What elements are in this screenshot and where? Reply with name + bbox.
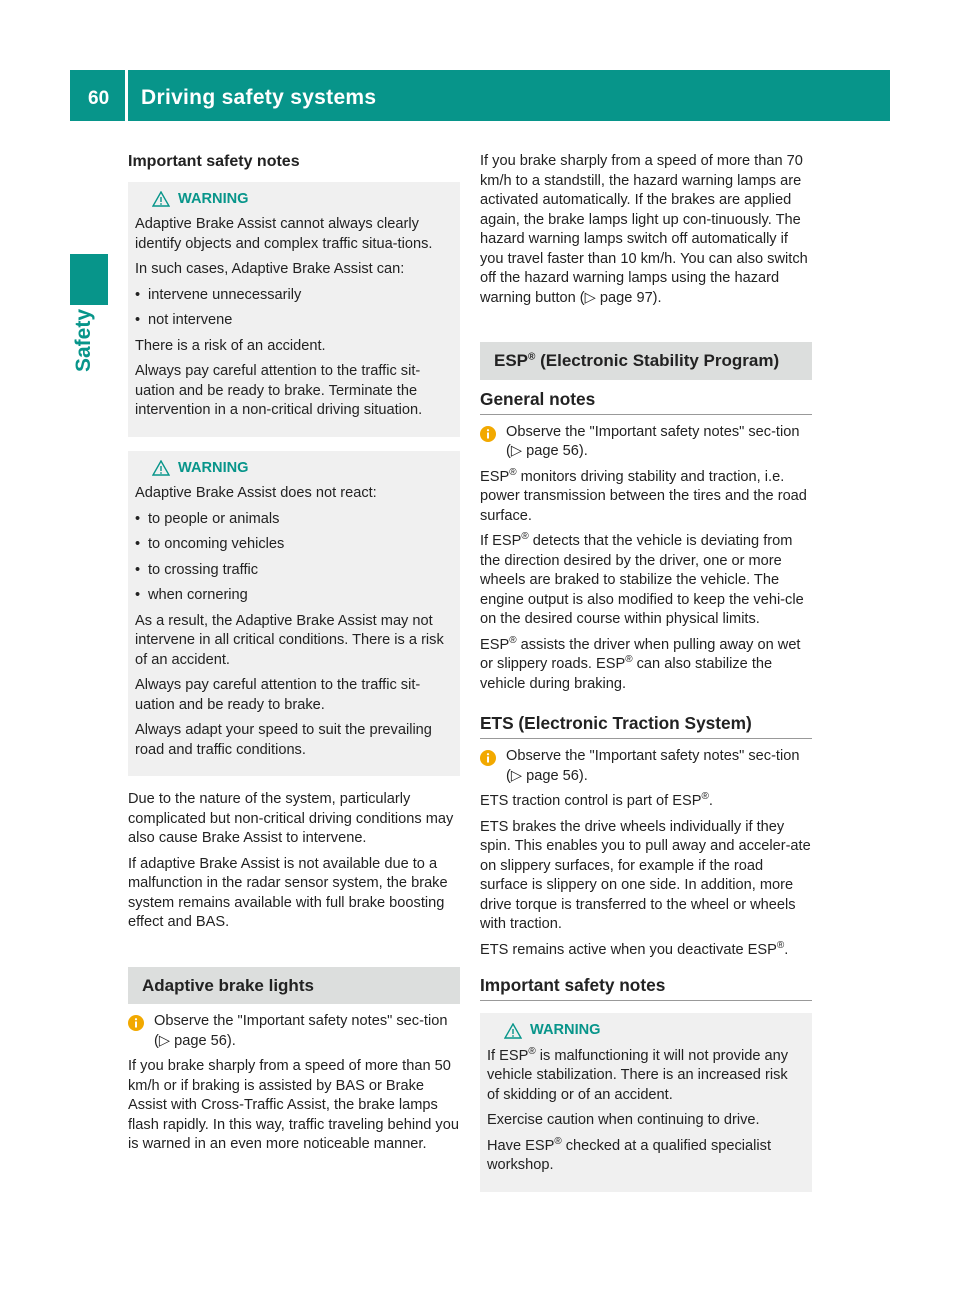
- info-note: Observe the "Important safety notes" sec-tion (▷ page 56).: [128, 1012, 460, 1051]
- warning-triangle-icon: [152, 460, 170, 476]
- header-divider: [125, 70, 128, 121]
- subsection-heading: ETS (Electronic Traction System): [480, 712, 812, 739]
- info-note: Observe the "Important safety notes" sec-tion (▷ page 56).: [480, 747, 812, 786]
- body-paragraph: ESP® assists the driver when pulling away on wet or slippery roads. ESP® can also stabilize the vehicle during braking.: [480, 634, 801, 692]
- warning-text: Always pay careful attention to the traffic sit-uation and be ready to brake. Terminate the intervention in a non-critical driving situation.: [135, 363, 423, 418]
- warning-box: [128, 182, 460, 437]
- body-paragraph: ETS traction control is part of ESP®.: [480, 791, 713, 809]
- section-band: ESP® (Electronic Stability Program): [480, 342, 812, 380]
- bullet-item: • not intervene: [135, 312, 233, 328]
- info-icon: [128, 1015, 144, 1031]
- warning-text: In such cases, Adaptive Brake Assist can:: [135, 261, 405, 277]
- body-paragraph: Due to the nature of the system, particularly complicated but non-critical driving conditions may also cause Brake Assist to intervene.: [128, 791, 454, 846]
- warning-title: WARNING: [487, 1021, 802, 1041]
- warning-text: Always adapt your speed to suit the prevailing road and traffic conditions.: [135, 722, 432, 758]
- side-section-label: Safety: [72, 308, 95, 372]
- body-paragraph: ETS brakes the drive wheels individually if they spin. This enables you to pull away and acceler-ate on slippery surfaces, for example if the road surface is slippery on one side. In addition, more drive torque is transferred to the wheel or wheels with traction.: [480, 818, 811, 932]
- warning-text: Adaptive Brake Assist cannot always clearly identify objects and complex traffic situa-tions.: [135, 216, 433, 252]
- left-column: [128, 152, 460, 1161]
- subsection-heading: General notes: [480, 388, 812, 415]
- warning-text: There is a risk of an accident.: [135, 337, 326, 354]
- warning-title: WARNING: [135, 459, 450, 479]
- body-paragraph: If adaptive Brake Assist is not available due to a malfunction in the radar sensor system, the brake system remains available with full brake boosting effect and BAS.: [128, 855, 448, 930]
- page-title: Driving safety systems: [141, 86, 377, 109]
- subsection-heading: Important safety notes: [480, 974, 812, 1001]
- warning-title: WARNING: [135, 190, 450, 210]
- body-paragraph: If you brake sharply from a speed of more than 70 km/h to a standstill, the hazard warning lamps are activated automatically. If the brakes are applied again, the brake lamps light up con-tinuously. The hazard warning lamps switch off automatically if you travel faster than 10 km/h. You can also switch off the hazard warning lamps using the hazard warning button (▷ page 97).: [480, 153, 808, 306]
- bullet-item: • to oncoming vehicles: [135, 536, 285, 552]
- section-heading: Important safety notes: [128, 153, 300, 170]
- right-column: [480, 152, 812, 1206]
- warning-box: [128, 451, 460, 777]
- body-paragraph: ESP® monitors driving stability and traction, i.e. power transmission between the tires and the road surface.: [480, 466, 807, 524]
- info-icon: [480, 426, 496, 442]
- warning-text: Adaptive Brake Assist does not react:: [135, 485, 377, 501]
- warning-triangle-icon: [152, 191, 170, 207]
- warning-text: Exercise caution when continuing to drive.: [487, 1112, 760, 1128]
- bullet-item: • when cornering: [135, 587, 248, 603]
- bullet-item: • intervene unnecessarily: [135, 286, 302, 303]
- bullet-item: • to crossing traffic: [135, 561, 259, 578]
- warning-text: Have ESP® checked at a qualified specialist workshop.: [487, 1135, 772, 1173]
- warning-triangle-icon: [504, 1023, 522, 1039]
- body-paragraph: If you brake sharply from a speed of more than 50 km/h or if braking is assisted by BAS or Brake Assist with Cross-Traffic Assist, the brake lamps flash rapidly. In this way, traffic traveling behind you is warned in an even more noticeable manner.: [128, 1058, 459, 1152]
- warning-text: Always pay careful attention to the traffic sit-uation and be ready to brake.: [135, 677, 421, 713]
- warning-text: As a result, the Adaptive Brake Assist may not intervene in all critical conditions. There is a risk of an accident.: [135, 612, 444, 668]
- info-note: Observe the "Important safety notes" sec-tion (▷ page 56).: [480, 423, 812, 462]
- section-band: Adaptive brake lights: [128, 967, 460, 1005]
- bullet-item: • to people or animals: [135, 510, 280, 527]
- page-number: 60: [88, 88, 110, 109]
- body-paragraph: ETS remains active when you deactivate ESP®.: [480, 939, 789, 958]
- side-tab-block: [70, 254, 108, 305]
- warning-text: If ESP® is malfunctioning it will not provide any vehicle stabilization. There is an increased risk of skidding or of an accident.: [487, 1045, 789, 1103]
- body-paragraph: If ESP® detects that the vehicle is deviating from the direction desired by the driver, one or more wheels are braked to stabilize the vehicle. The engine output is also modified to keep the vehi-cle on the desired course within physical limits.: [480, 531, 804, 627]
- warning-box: [480, 1013, 812, 1192]
- info-icon: [480, 750, 496, 766]
